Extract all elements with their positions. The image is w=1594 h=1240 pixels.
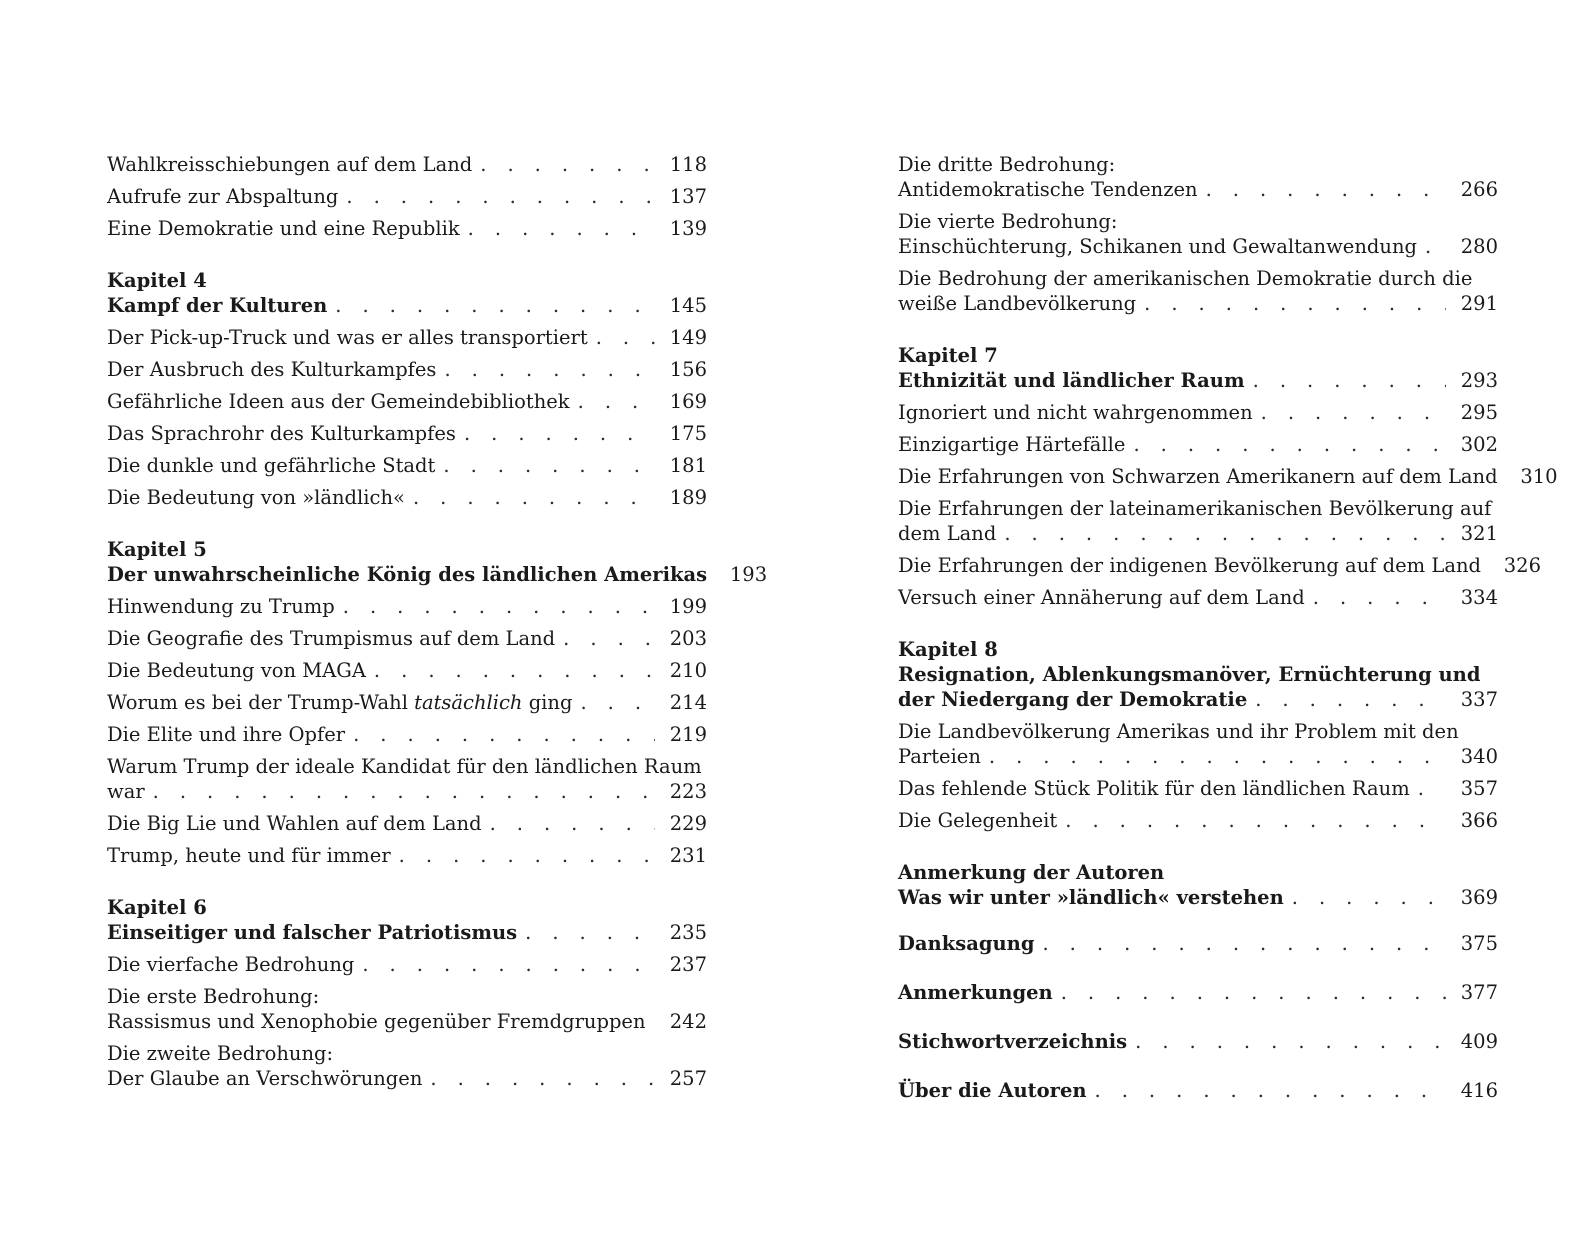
toc-page-number: 334 <box>1460 586 1498 609</box>
toc-entry <box>107 984 707 1041</box>
chapter-label: Kapitel 5 <box>107 538 207 561</box>
dot-leader <box>1253 368 1446 393</box>
toc-entry-title-line: Einschüchterung, Schikanen und Gewaltanwendung <box>898 235 1417 258</box>
toc-entry <box>107 594 707 626</box>
toc-page-number: 295 <box>1460 401 1498 424</box>
toc-section-ueber-die-autoren <box>898 1078 1498 1113</box>
toc-page-number: 242 <box>669 1010 707 1033</box>
toc-entry <box>107 952 707 984</box>
dot-leader <box>1261 400 1446 425</box>
toc-page-number: 137 <box>669 185 707 208</box>
toc-page-number: 321 <box>1460 522 1498 545</box>
toc-entry <box>107 811 707 843</box>
toc-entry-title-line: weiße Landbevölkerung <box>898 292 1137 315</box>
toc-entry-title: Eine Demokratie und eine Republik <box>107 217 460 240</box>
toc-page-number: 139 <box>669 217 707 240</box>
toc-entry-title-line: Die zweite Bedrohung: <box>107 1042 334 1065</box>
toc-section-anmerkungen <box>898 980 1498 1015</box>
toc-entry <box>107 152 707 184</box>
dot-leader <box>1313 585 1446 610</box>
dot-leader <box>480 152 655 177</box>
toc-page-number: 280 <box>1460 235 1498 258</box>
toc-entry <box>898 209 1498 266</box>
toc-entry-title: Die Erfahrungen der indigenen Bevölkerung auf dem Land <box>898 554 1481 577</box>
title-part: Worum es bei der Trump-Wahl <box>107 691 415 714</box>
toc-entry-title-line: Die Landbevölkerung Amerikas und ihr Problem mit den <box>898 720 1459 743</box>
dot-leader <box>1042 931 1446 956</box>
toc-page-number: 377 <box>1460 981 1498 1004</box>
section-title: Danksagung <box>898 932 1035 955</box>
toc-entry <box>107 421 707 453</box>
toc-entry-title-line: Parteien <box>898 745 981 768</box>
toc-entry-title: Gefährliche Ideen aus der Gemeindebibliothek <box>107 390 570 413</box>
toc-page-number: 235 <box>669 921 707 944</box>
toc-entry-title-line: Der Glaube an Verschwörungen <box>107 1067 423 1090</box>
toc-entry <box>898 152 1498 209</box>
toc-entry-title: Der Pick-up-Truck und was er alles transportiert <box>107 326 588 349</box>
chapter-heading-6 <box>107 895 707 952</box>
toc-entry-title-line: war <box>107 780 145 803</box>
toc-page-number: 149 <box>669 326 707 349</box>
dot-leader <box>1095 1078 1446 1103</box>
toc-entry <box>107 325 707 357</box>
toc-page-number: 366 <box>1460 809 1498 832</box>
chapter-heading-4 <box>107 268 707 325</box>
dot-leader <box>443 453 655 478</box>
dot-leader <box>1418 776 1446 801</box>
toc-entry-title-line: Die vierte Bedrohung: <box>898 210 1118 233</box>
dot-leader <box>1292 885 1446 910</box>
toc-page-number: 266 <box>1460 178 1498 201</box>
toc-entry <box>107 184 707 216</box>
toc-entry <box>898 808 1498 840</box>
toc-page-number: 337 <box>1460 688 1498 711</box>
toc-entry-title: Die Big Lie und Wahlen auf dem Land <box>107 812 482 835</box>
section-label: Anmerkung der Autoren <box>898 861 1165 884</box>
toc-page-number: 210 <box>669 659 707 682</box>
dot-leader <box>346 184 655 209</box>
toc-entry <box>898 553 1541 585</box>
section-title: Über die Autoren <box>898 1079 1087 1102</box>
dot-leader <box>654 1009 655 1034</box>
toc-entry <box>107 690 707 722</box>
section-title: Stichwortverzeichnis <box>898 1030 1128 1053</box>
toc-entry-title: Die Bedeutung von »ländlich« <box>107 486 405 509</box>
toc-page-number: 369 <box>1460 886 1498 909</box>
chapter-title-line: Resignation, Ablenkungsmanöver, Ernüchterung und <box>898 663 1481 686</box>
toc-page-number: 175 <box>669 422 707 445</box>
toc-page-number: 257 <box>669 1067 707 1090</box>
toc-page-number: 181 <box>669 454 707 477</box>
toc-page-number: 214 <box>669 691 707 714</box>
toc-entry <box>898 266 1498 323</box>
chapter-heading-7 <box>898 343 1498 400</box>
toc-page-number: 293 <box>1460 369 1498 392</box>
toc-entry <box>898 776 1498 808</box>
toc-section-stichwortverzeichnis <box>898 1029 1498 1064</box>
toc-entry <box>107 485 707 517</box>
toc-entry-title: Wahlkreisschiebungen auf dem Land <box>107 153 473 176</box>
toc-entry-title-line: Antidemokratische Tendenzen <box>898 178 1198 201</box>
dot-leader <box>1144 291 1446 316</box>
toc-entry-title-line: dem Land <box>898 522 997 545</box>
toc-right-column <box>898 152 1558 1113</box>
toc-entry <box>898 585 1498 617</box>
dot-leader <box>1206 177 1446 202</box>
toc-page-number: 310 <box>1520 465 1558 488</box>
toc-section-danksagung <box>898 931 1498 966</box>
dot-leader <box>563 626 655 651</box>
dot-leader <box>1255 687 1446 712</box>
toc-entry <box>898 432 1498 464</box>
toc-entry <box>107 1041 707 1098</box>
toc-entry-title: Die Elite und ihre Opfer <box>107 723 346 746</box>
title-part: ging <box>522 691 573 714</box>
dot-leader <box>464 421 655 446</box>
author-note-heading <box>898 860 1498 917</box>
toc-page-number: 237 <box>669 953 707 976</box>
toc-page-number: 199 <box>669 595 707 618</box>
dot-leader <box>353 722 655 747</box>
chapter-label: Kapitel 4 <box>107 269 207 292</box>
toc-entry-title: Das Sprachrohr des Kulturkampfes <box>107 422 456 445</box>
chapter-heading-5 <box>107 537 768 594</box>
section-title: Anmerkungen <box>898 981 1053 1004</box>
toc-page-number: 169 <box>669 390 707 413</box>
toc-entry-title: Die vierfache Bedrohung <box>107 953 355 976</box>
toc-entry-title: Trump, heute und für immer <box>107 844 391 867</box>
toc-entry-title: Der Ausbruch des Kulturkampfes <box>107 358 437 381</box>
dot-leader <box>596 325 655 350</box>
toc-entry <box>898 496 1498 553</box>
toc-page-number: 189 <box>669 486 707 509</box>
dot-leader <box>578 389 655 414</box>
toc-entry-title: Das fehlende Stück Politik für den ländlichen Raum <box>898 777 1410 800</box>
toc-entry <box>107 216 707 248</box>
toc-entry <box>107 754 707 811</box>
toc-page-number: 203 <box>669 627 707 650</box>
dot-leader <box>413 485 655 510</box>
dot-leader <box>430 1066 655 1091</box>
dot-leader <box>1425 234 1446 259</box>
title-italic-part: tatsächlich <box>414 691 523 714</box>
dot-leader <box>374 658 655 683</box>
chapter-label: Kapitel 8 <box>898 638 998 661</box>
toc-entry-title-line: Die erste Bedrohung: <box>107 985 320 1008</box>
toc-page-number: 193 <box>729 563 768 586</box>
toc-page-number: 357 <box>1460 777 1498 800</box>
toc-entry <box>107 658 707 690</box>
toc-entry-title: Versuch einer Annäherung auf dem Land <box>898 586 1305 609</box>
toc-entry-title: Aufrufe zur Abspaltung <box>107 185 339 208</box>
toc-entry <box>107 843 707 875</box>
dot-leader <box>444 357 655 382</box>
chapter-title: Einseitiger und falscher Patriotismus <box>107 921 518 944</box>
toc-entry <box>898 400 1498 432</box>
toc-page-number: 409 <box>1460 1030 1498 1053</box>
toc-page-number: 302 <box>1460 433 1498 456</box>
toc-entry-title: Die dunkle und gefährliche Stadt <box>107 454 436 477</box>
toc-entry-title: Ignoriert und nicht wahrgenommen <box>898 401 1253 424</box>
dot-leader <box>1133 432 1446 457</box>
dot-leader <box>1135 1029 1446 1054</box>
toc-page-number: 291 <box>1460 292 1498 315</box>
toc-entry-title-line: Die Erfahrungen der lateinamerikanischen Bevölkerung auf <box>898 497 1492 520</box>
toc-entry-title-line: Rassismus und Xenophobie gegenüber Fremdgruppen <box>107 1010 646 1033</box>
toc-left-column <box>107 152 768 1098</box>
chapter-label: Kapitel 6 <box>107 896 207 919</box>
dot-leader <box>525 920 655 945</box>
toc-entry <box>898 464 1558 496</box>
toc-entry-title: Die Erfahrungen von Schwarzen Amerikanern auf dem Land <box>898 465 1498 488</box>
dot-leader <box>362 952 655 977</box>
toc-entry <box>107 722 707 754</box>
section-title: Was wir unter »ländlich« verstehen <box>898 886 1284 909</box>
toc-entry-title: Hinwendung zu Trump <box>107 595 335 618</box>
toc-page-number: 340 <box>1460 745 1498 768</box>
chapter-title: Der unwahrscheinliche König des ländlichen Amerikas <box>107 563 708 586</box>
toc-entry-title: Die Gelegenheit <box>898 809 1058 832</box>
dot-leader <box>468 216 655 241</box>
dot-leader <box>343 594 655 619</box>
chapter-title: Ethnizität und ländlicher Raum <box>898 369 1245 392</box>
dot-leader <box>1065 808 1446 833</box>
dot-leader <box>335 293 655 318</box>
chapter-title: Kampf der Kulturen <box>107 294 328 317</box>
toc-page-number: 145 <box>669 294 707 317</box>
toc-page-number: 118 <box>669 153 707 176</box>
toc-entry-title <box>107 690 572 715</box>
dot-leader <box>580 690 655 715</box>
toc-entry <box>107 453 707 485</box>
toc-entry-title: Einzigartige Härtefälle <box>898 433 1126 456</box>
toc-page-number: 326 <box>1503 554 1541 577</box>
toc-entry-title-line: Die dritte Bedrohung: <box>898 153 1116 176</box>
toc-page-number: 375 <box>1460 932 1498 955</box>
toc-entry-title-line: Die Bedrohung der amerikanischen Demokratie durch die <box>898 267 1473 290</box>
toc-entry <box>107 626 707 658</box>
toc-entry <box>107 389 707 421</box>
chapter-title-line: der Niedergang der Demokratie <box>898 688 1248 711</box>
toc-entry <box>898 719 1498 776</box>
toc-entry-title-line: Warum Trump der ideale Kandidat für den ländlichen Raum <box>107 755 702 778</box>
toc-entry-title: Die Geografie des Trumpismus auf dem Land <box>107 627 556 650</box>
dot-leader <box>1061 980 1446 1005</box>
toc-page-number: 416 <box>1460 1079 1498 1102</box>
toc-page-number: 219 <box>669 723 707 746</box>
dot-leader <box>989 744 1446 769</box>
dot-leader <box>490 811 655 836</box>
toc-page-number: 223 <box>669 780 707 803</box>
chapter-heading-8 <box>898 637 1498 719</box>
chapter-label: Kapitel 7 <box>898 344 998 367</box>
toc-page-number: 229 <box>669 812 707 835</box>
toc-entry-title: Die Bedeutung von MAGA <box>107 659 366 682</box>
dot-leader <box>153 779 655 804</box>
toc-page-number: 231 <box>669 844 707 867</box>
toc-entry <box>107 357 707 389</box>
dot-leader <box>399 843 655 868</box>
toc-page-number: 156 <box>669 358 707 381</box>
dot-leader <box>1004 521 1446 546</box>
